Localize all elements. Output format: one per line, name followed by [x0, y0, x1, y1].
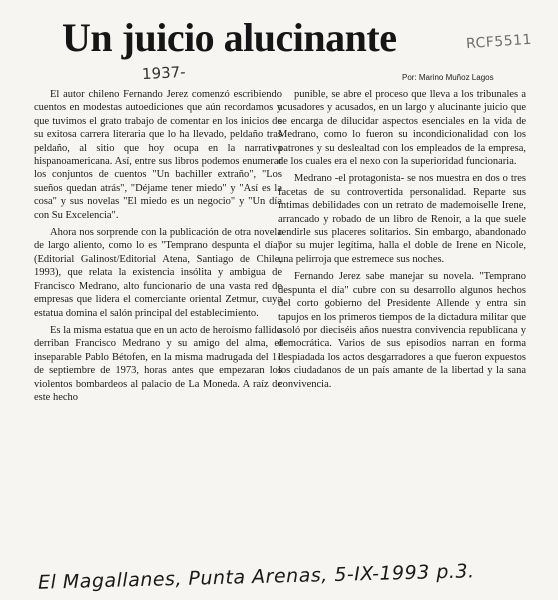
handwritten-year: 1937- [141, 62, 187, 84]
paragraph: Es la misma estatua que en un acto de heroísmo fallido derriban Francisco Medrano y su amigo del alma, el inseparable Pablo Bétofen, en la misma madrugada del 11 de septiembre de 1973, horas antes que empezaran los violentos bombardeos al palacio de La Moneda. A raíz de este hecho [34, 324, 282, 403]
left-column [34, 88, 282, 404]
paragraph: Medrano -el protagonista- se nos muestra en dos o tres facetas de su controvertida personalidad. Reparte sus íntimas debilidades con un retrato de mademoiselle Irene, arrancado y robado de un libro de Renoir, a la que suele rendirle sus placeres solitarios. Sin embargo, abandonado por su mujer legítima, halla el doble de Irene en Nicole, una pelirroja que estremece sus noches. [278, 173, 526, 265]
handwritten-source-note: El Magallanes, Punta Arenas, 5-IX-1993 p.3. [37, 560, 475, 594]
paragraph: Ahora nos sorprende con la publicación de otra novela de largo aliento, como lo es "Temprano despunta el día" (Editorial Galinost/Editorial Atena, Santiago de Chile, 1993), que relata la existencia insólita y ambigua de Francisco Medrano, alto funcionario de una vasta red de empresas que lidera el comerciante oriental Zetmur, cuya estatua domina el salón principal del establecimiento. [34, 227, 282, 319]
byline: Por: Marino Muñoz Lagos [402, 73, 494, 82]
paragraph: Fernando Jerez sabe manejar su novela. "Temprano despunta el día" cubre con su desarrollo algunos hechos del corto gobierno del Presidente Allende y entra sin tapujos en los primeros tiempos de la dictadura militar que asoló por dieciséis años nuestra convivencia republicana y democrática. Varios de sus episodios narran en forma despiadada los actos desgarradores a que fueron expuestos los ciudadanos de un país amante de la libertad y la sana convivencia. [278, 271, 526, 390]
archive-stamp: RCF5511 [465, 31, 533, 53]
paragraph: El autor chileno Fernando Jerez comenzó escribiendo cuentos en modestas autoediciones que aún recordamos y que tuvimos el grato trabajo de comentar en los inicios de su exitosa carrera literaria que lo ha llevado, peldaño tras peldaño, al sitio que hoy ocupa en la narrativa hispanoamericana. Así, entre sus libros podemos enumerar los conjuntos de cuentos "Un bachiller extraño", "Los sueños quedan atrás", "Déjame tener miedo" y "Así es la cosa" y sus novelas "El miedo es un negocio" y "Un día con Su Excelencia". [34, 89, 282, 221]
article-title: Un juicio alucinante [62, 15, 397, 60]
right-column [278, 88, 526, 391]
paragraph: punible, se abre el proceso que lleva a los tribunales a acusadores y acusados, en un largo y alucinante juicio que se encarga de dilucidar aspectos esenciales en la vida de Medrano, como lo fueron su incondicionalidad con los patrones y su deslealtad con los empleados de la empresa, de los cuales era el nexo con la superioridad funcionaria. [278, 89, 526, 168]
